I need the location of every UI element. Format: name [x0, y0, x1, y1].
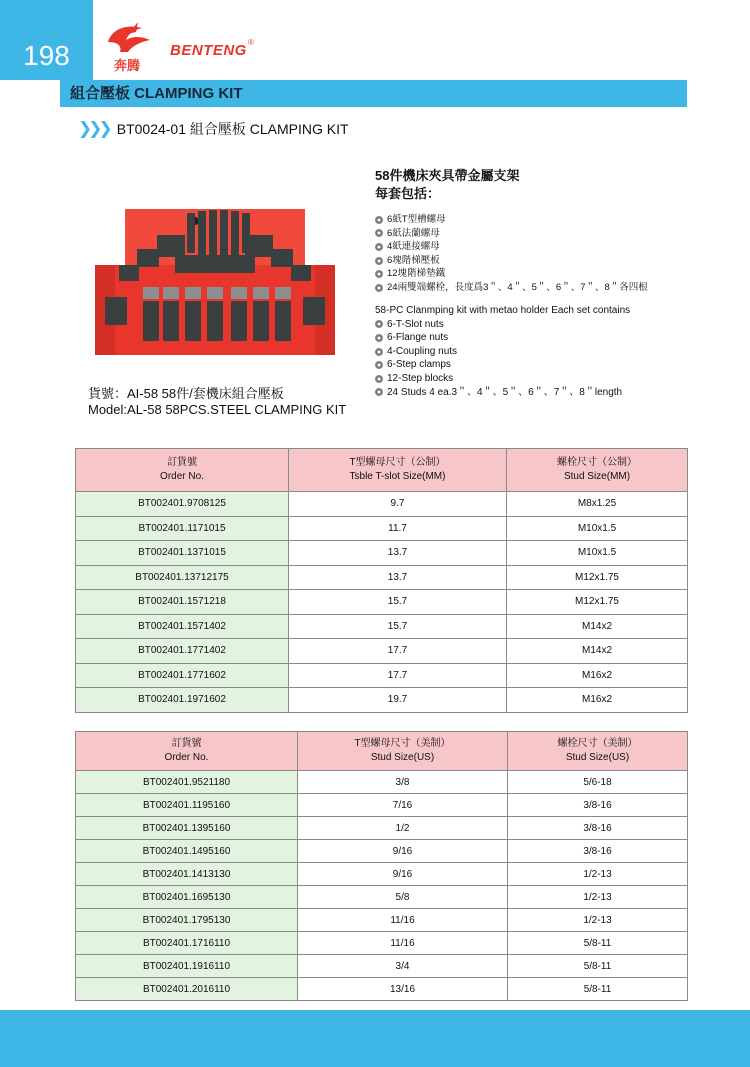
order-number: BT002401.1495160: [76, 840, 298, 863]
us-spec-table: [75, 731, 688, 1001]
table-row: [76, 516, 688, 541]
footer-bar: [0, 1010, 750, 1067]
tslot-size: 17.7: [289, 639, 507, 664]
order-number: BT002401.1695130: [76, 886, 298, 909]
stud-size: M16x2: [507, 688, 688, 713]
stud-size: M14x2: [507, 639, 688, 664]
table-header-row: [76, 732, 688, 771]
table-header-row: [76, 449, 688, 492]
model-cn: 貨號：AI-58 58件/套機床組合壓板: [88, 386, 284, 401]
list-item: 12塊階梯墊鐵: [375, 267, 648, 281]
list-item: 6塊階梯壓板: [375, 254, 648, 268]
description-cn-title: 58件機床夾具帶金屬支架 每套包括：: [375, 168, 520, 201]
registered-mark: ®: [248, 38, 254, 47]
table-row: [76, 978, 688, 1001]
stud-size: M16x2: [507, 663, 688, 688]
table-row: [76, 639, 688, 664]
product-title: BT0024-01 組合壓板 CLAMPING KIT: [116, 121, 349, 137]
list-item: 6紙法蘭螺母: [375, 227, 648, 241]
stud-size: M12x1.75: [507, 590, 688, 615]
stud-size: M8x1.25: [507, 492, 688, 517]
bullet-icon: [375, 334, 383, 342]
order-number: BT002401.1971602: [76, 688, 289, 713]
clamping-kit-photo: [95, 205, 335, 355]
tslot-size: 11/16: [298, 909, 508, 932]
stud-size: 1/2-13: [508, 886, 688, 909]
table-row: [76, 541, 688, 566]
order-number: BT002401.9708125: [76, 492, 289, 517]
contents-list-en: [375, 318, 648, 400]
list-item: 12-Step blocks: [375, 372, 648, 386]
order-number: BT002401.1395160: [76, 817, 298, 840]
tslot-size: 9/16: [298, 840, 508, 863]
table-row: [76, 565, 688, 590]
page-number: 198: [0, 0, 93, 80]
list-item: 6-T-Slot nuts: [375, 318, 648, 332]
section-header: 組合壓板 CLAMPING KIT: [60, 80, 687, 107]
table-row: [76, 840, 688, 863]
tslot-size: 1/2: [298, 817, 508, 840]
order-number: BT002401.1171015: [76, 516, 289, 541]
stud-size: 3/8-16: [508, 840, 688, 863]
description-en-title: 58-PC Clanmping kit with metao holder Each set contains: [375, 304, 631, 316]
stud-size: 5/8-11: [508, 955, 688, 978]
kit-description: [375, 167, 648, 399]
tslot-size: 15.7: [289, 590, 507, 615]
column-header-order: 訂貨號 Order No.: [76, 732, 298, 771]
bullet-icon: [375, 243, 383, 251]
tslot-size: 7/16: [298, 794, 508, 817]
order-number: BT002401.1413130: [76, 863, 298, 886]
stud-size: M10x1.5: [507, 516, 688, 541]
tslot-size: 9/16: [298, 863, 508, 886]
stud-size: 5/6-18: [508, 771, 688, 794]
order-number: BT002401.1571218: [76, 590, 289, 615]
tslot-size: 9.7: [289, 492, 507, 517]
tslot-size: 11/16: [298, 932, 508, 955]
order-number: BT002401.9521180: [76, 771, 298, 794]
tslot-size: 3/4: [298, 955, 508, 978]
tslot-size: 11.7: [289, 516, 507, 541]
bullet-icon: [375, 216, 383, 224]
bullet-icon: [375, 229, 383, 237]
list-item: 24 Studs 4 ea.3＂、4＂、5＂、6＂、7＂、8＂length: [375, 386, 648, 400]
stud-size: M12x1.75: [507, 565, 688, 590]
order-number: BT002401.1716110: [76, 932, 298, 955]
stud-size: M10x1.5: [507, 541, 688, 566]
column-header-order: 訂貨號 Order No.: [76, 449, 289, 492]
tslot-size: 17.7: [289, 663, 507, 688]
tslot-size: 13.7: [289, 565, 507, 590]
table-row: [76, 817, 688, 840]
table-row: [76, 886, 688, 909]
order-number: BT002401.1371015: [76, 541, 289, 566]
order-number: BT002401.1571402: [76, 614, 289, 639]
bullet-icon: [375, 375, 383, 383]
bullet-icon: [375, 388, 383, 396]
svg-text:奔腾: 奔腾: [113, 59, 141, 74]
bullet-icon: [375, 320, 383, 328]
list-item: 6紙T型槽螺母: [375, 213, 648, 227]
column-header-stud: 螺栓尺寸（美制） Stud Size(US): [508, 732, 688, 771]
contents-list-cn: [375, 213, 648, 295]
bullet-icon: [375, 270, 383, 278]
table-row: [76, 955, 688, 978]
stud-size: 5/8-11: [508, 978, 688, 1001]
table-row: [76, 932, 688, 955]
stud-size: M14x2: [507, 614, 688, 639]
tslot-size: 5/8: [298, 886, 508, 909]
column-header-stud: 螺栓尺寸（公制） Stud Size(MM): [507, 449, 688, 492]
tslot-size: 19.7: [289, 688, 507, 713]
order-number: BT002401.1771402: [76, 639, 289, 664]
bullet-icon: [375, 257, 383, 265]
bullet-icon: [375, 348, 383, 356]
tslot-size: 3/8: [298, 771, 508, 794]
stud-size: 3/8-16: [508, 817, 688, 840]
list-item: 6-Step clamps: [375, 358, 648, 372]
tslot-size: 13/16: [298, 978, 508, 1001]
bullet-icon: [375, 361, 383, 369]
benteng-logo: [98, 20, 156, 76]
column-header-tslot: T型螺母尺寸（公制） Tsble T-slot Size(MM): [289, 449, 507, 492]
order-number: BT002401.1795130: [76, 909, 298, 932]
list-item: 4紙連接螺母: [375, 240, 648, 254]
table-row: [76, 863, 688, 886]
metric-spec-table: [75, 448, 688, 713]
order-number: BT002401.1916110: [76, 955, 298, 978]
table-row: [76, 909, 688, 932]
tslot-size: 13.7: [289, 541, 507, 566]
table-row: [76, 614, 688, 639]
bullet-icon: [375, 284, 383, 292]
model-en: Model:AL-58 58PCS.STEEL CLAMPING KIT: [88, 402, 347, 417]
table-row: [76, 492, 688, 517]
order-number: BT002401.2016110: [76, 978, 298, 1001]
stud-size: 3/8-16: [508, 794, 688, 817]
table-row: [76, 663, 688, 688]
chevron-right-icon: ❯❯❯: [78, 119, 109, 138]
brand-name: BENTENG: [170, 42, 247, 59]
table-row: [76, 688, 688, 713]
stud-size: 1/2-13: [508, 863, 688, 886]
tslot-size: 15.7: [289, 614, 507, 639]
product-title-row: [78, 119, 349, 139]
table-row: [76, 590, 688, 615]
order-number: BT002401.13712175: [76, 565, 289, 590]
order-number: BT002401.1195160: [76, 794, 298, 817]
column-header-tslot: T型螺母尺寸（美制） Stud Size(US): [298, 732, 508, 771]
table-row: [76, 794, 688, 817]
list-item: 24兩雙端螺栓，長度爲3＂、4＂、5＂、6＂、7＂、8＂各四根: [375, 281, 648, 295]
order-number: BT002401.1771602: [76, 663, 289, 688]
stud-size: 5/8-11: [508, 932, 688, 955]
list-item: 4-Coupling nuts: [375, 345, 648, 359]
table-row: [76, 771, 688, 794]
model-info: [88, 386, 346, 418]
list-item: 6-Flange nuts: [375, 331, 648, 345]
stud-size: 1/2-13: [508, 909, 688, 932]
